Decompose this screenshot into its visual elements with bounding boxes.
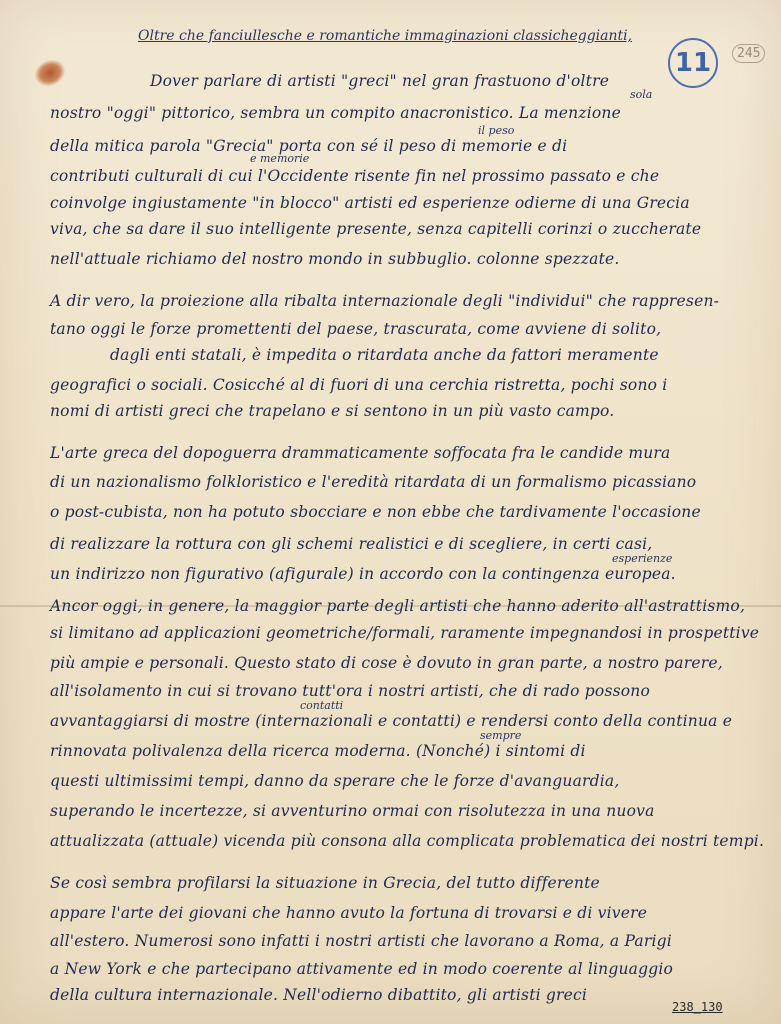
text-line: all'isolamento in cui si trovano tutt'ora i nostri artisti, che di rado possono — [50, 682, 651, 700]
archive-reference: 238_130 — [672, 1000, 723, 1014]
text-line: Ancor oggi, in genere, la maggior parte degli artisti che hanno aderito all'astrattismo, — [50, 597, 746, 615]
text-line: di un nazionalismo folkloristico e l'eredità ritardata di un formalismo picassiano — [50, 473, 697, 491]
annotation-contatti: contatti — [300, 699, 344, 712]
corner-number: 245 — [732, 44, 765, 63]
text-line: della mitica parola "Grecia" porta con sé il peso di memorie e di — [50, 137, 568, 155]
text-line: nell'attuale richiamo del nostro mondo in subbuglio. colonne spezzate. — [50, 250, 620, 268]
text-line: dagli enti statali, è impedita o ritardata anche da fattori meramente — [110, 346, 659, 364]
text-line: tano oggi le forze promettenti del paese, trascurata, come avviene di solito, — [50, 320, 662, 338]
text-line: o post-cubista, non ha potuto sbocciare e non ebbe che tardivamente l'occasione — [50, 503, 701, 521]
rust-stain — [30, 54, 70, 91]
text-line: rinnovata polivalenza della ricerca moderna. (Nonché) i sintomi di — [50, 742, 586, 760]
text-line: L'arte greca del dopoguerra drammaticamente soffocata fra le candide mura — [50, 444, 671, 462]
text-line: appare l'arte dei giovani che hanno avuto la fortuna di trovarsi e di vivere — [50, 904, 648, 922]
text-line: della cultura internazionale. Nell'odierno dibattito, gli artisti greci — [50, 986, 588, 1004]
annotation-esperienze: esperienze — [612, 552, 673, 565]
annotation-il-peso: il peso — [478, 124, 515, 137]
text-line: più ampie e personali. Questo stato di cose è dovuto in gran parte, a nostro parere, — [50, 654, 723, 672]
text-line: avvantaggiarsi di mostre (internazionali e contatti) e rendersi conto della continua e — [50, 712, 733, 730]
text-line: superando le incertezze, si avventurino ormai con risolutezza in una nuova — [50, 802, 655, 820]
text-line: coinvolge ingiustamente "in blocco" artisti ed esperienze odierne di una Grecia — [50, 194, 690, 212]
text-line: un indirizzo non figurativo (afigurale) in accordo con la contingenza europea. — [50, 565, 676, 583]
page-title-line: Oltre che fanciullesche e romantiche immaginazioni classicheggianti, — [138, 28, 633, 44]
folio-number: 11 — [668, 38, 718, 88]
annotation-sola: sola — [630, 88, 653, 101]
text-line: A dir vero, la proiezione alla ribalta internazionale degli "individui" che rappresen- — [50, 292, 720, 310]
text-line: nostro "oggi" pittorico, sembra un compito anacronistico. La menzione — [50, 104, 621, 122]
text-line: geografici o sociali. Cosicché al di fuori di una cerchia ristretta, pochi sono i — [50, 376, 668, 394]
text-line: all'estero. Numerosi sono infatti i nostri artisti che lavorano a Roma, a Parigi — [50, 932, 672, 950]
annotation-sempre: sempre — [480, 729, 522, 742]
text-line: attualizzata (attuale) vicenda più consona alla complicata problematica dei nostri tempi. — [50, 832, 765, 850]
text-line: nomi di artisti greci che trapelano e si sentono in un più vasto campo. — [50, 402, 615, 420]
text-line: di realizzare la rottura con gli schemi realistici e di scegliere, in certi casi, — [50, 535, 653, 553]
text-line: a New York e che partecipano attivamente ed in modo coerente al linguaggio — [50, 960, 674, 978]
annotation-e-memorie: e memorie — [250, 152, 310, 165]
text-line: Se così sembra profilarsi la situazione in Grecia, del tutto differente — [50, 874, 600, 892]
text-line: contributi culturali di cui l'Occidente risente fin nel prossimo passato e che — [50, 167, 660, 185]
text-line: viva, che sa dare il suo intelligente presente, senza capitelli corinzi o zuccherate — [50, 220, 702, 238]
text-line: Dover parlare di artisti "greci" nel gran frastuono d'oltre — [150, 72, 610, 90]
text-line: si limitano ad applicazioni geometriche/formali, raramente impegnandosi in prospettive — [50, 624, 760, 642]
text-line: questi ultimissimi tempi, danno da sperare che le forze d'avanguardia, — [50, 772, 620, 790]
